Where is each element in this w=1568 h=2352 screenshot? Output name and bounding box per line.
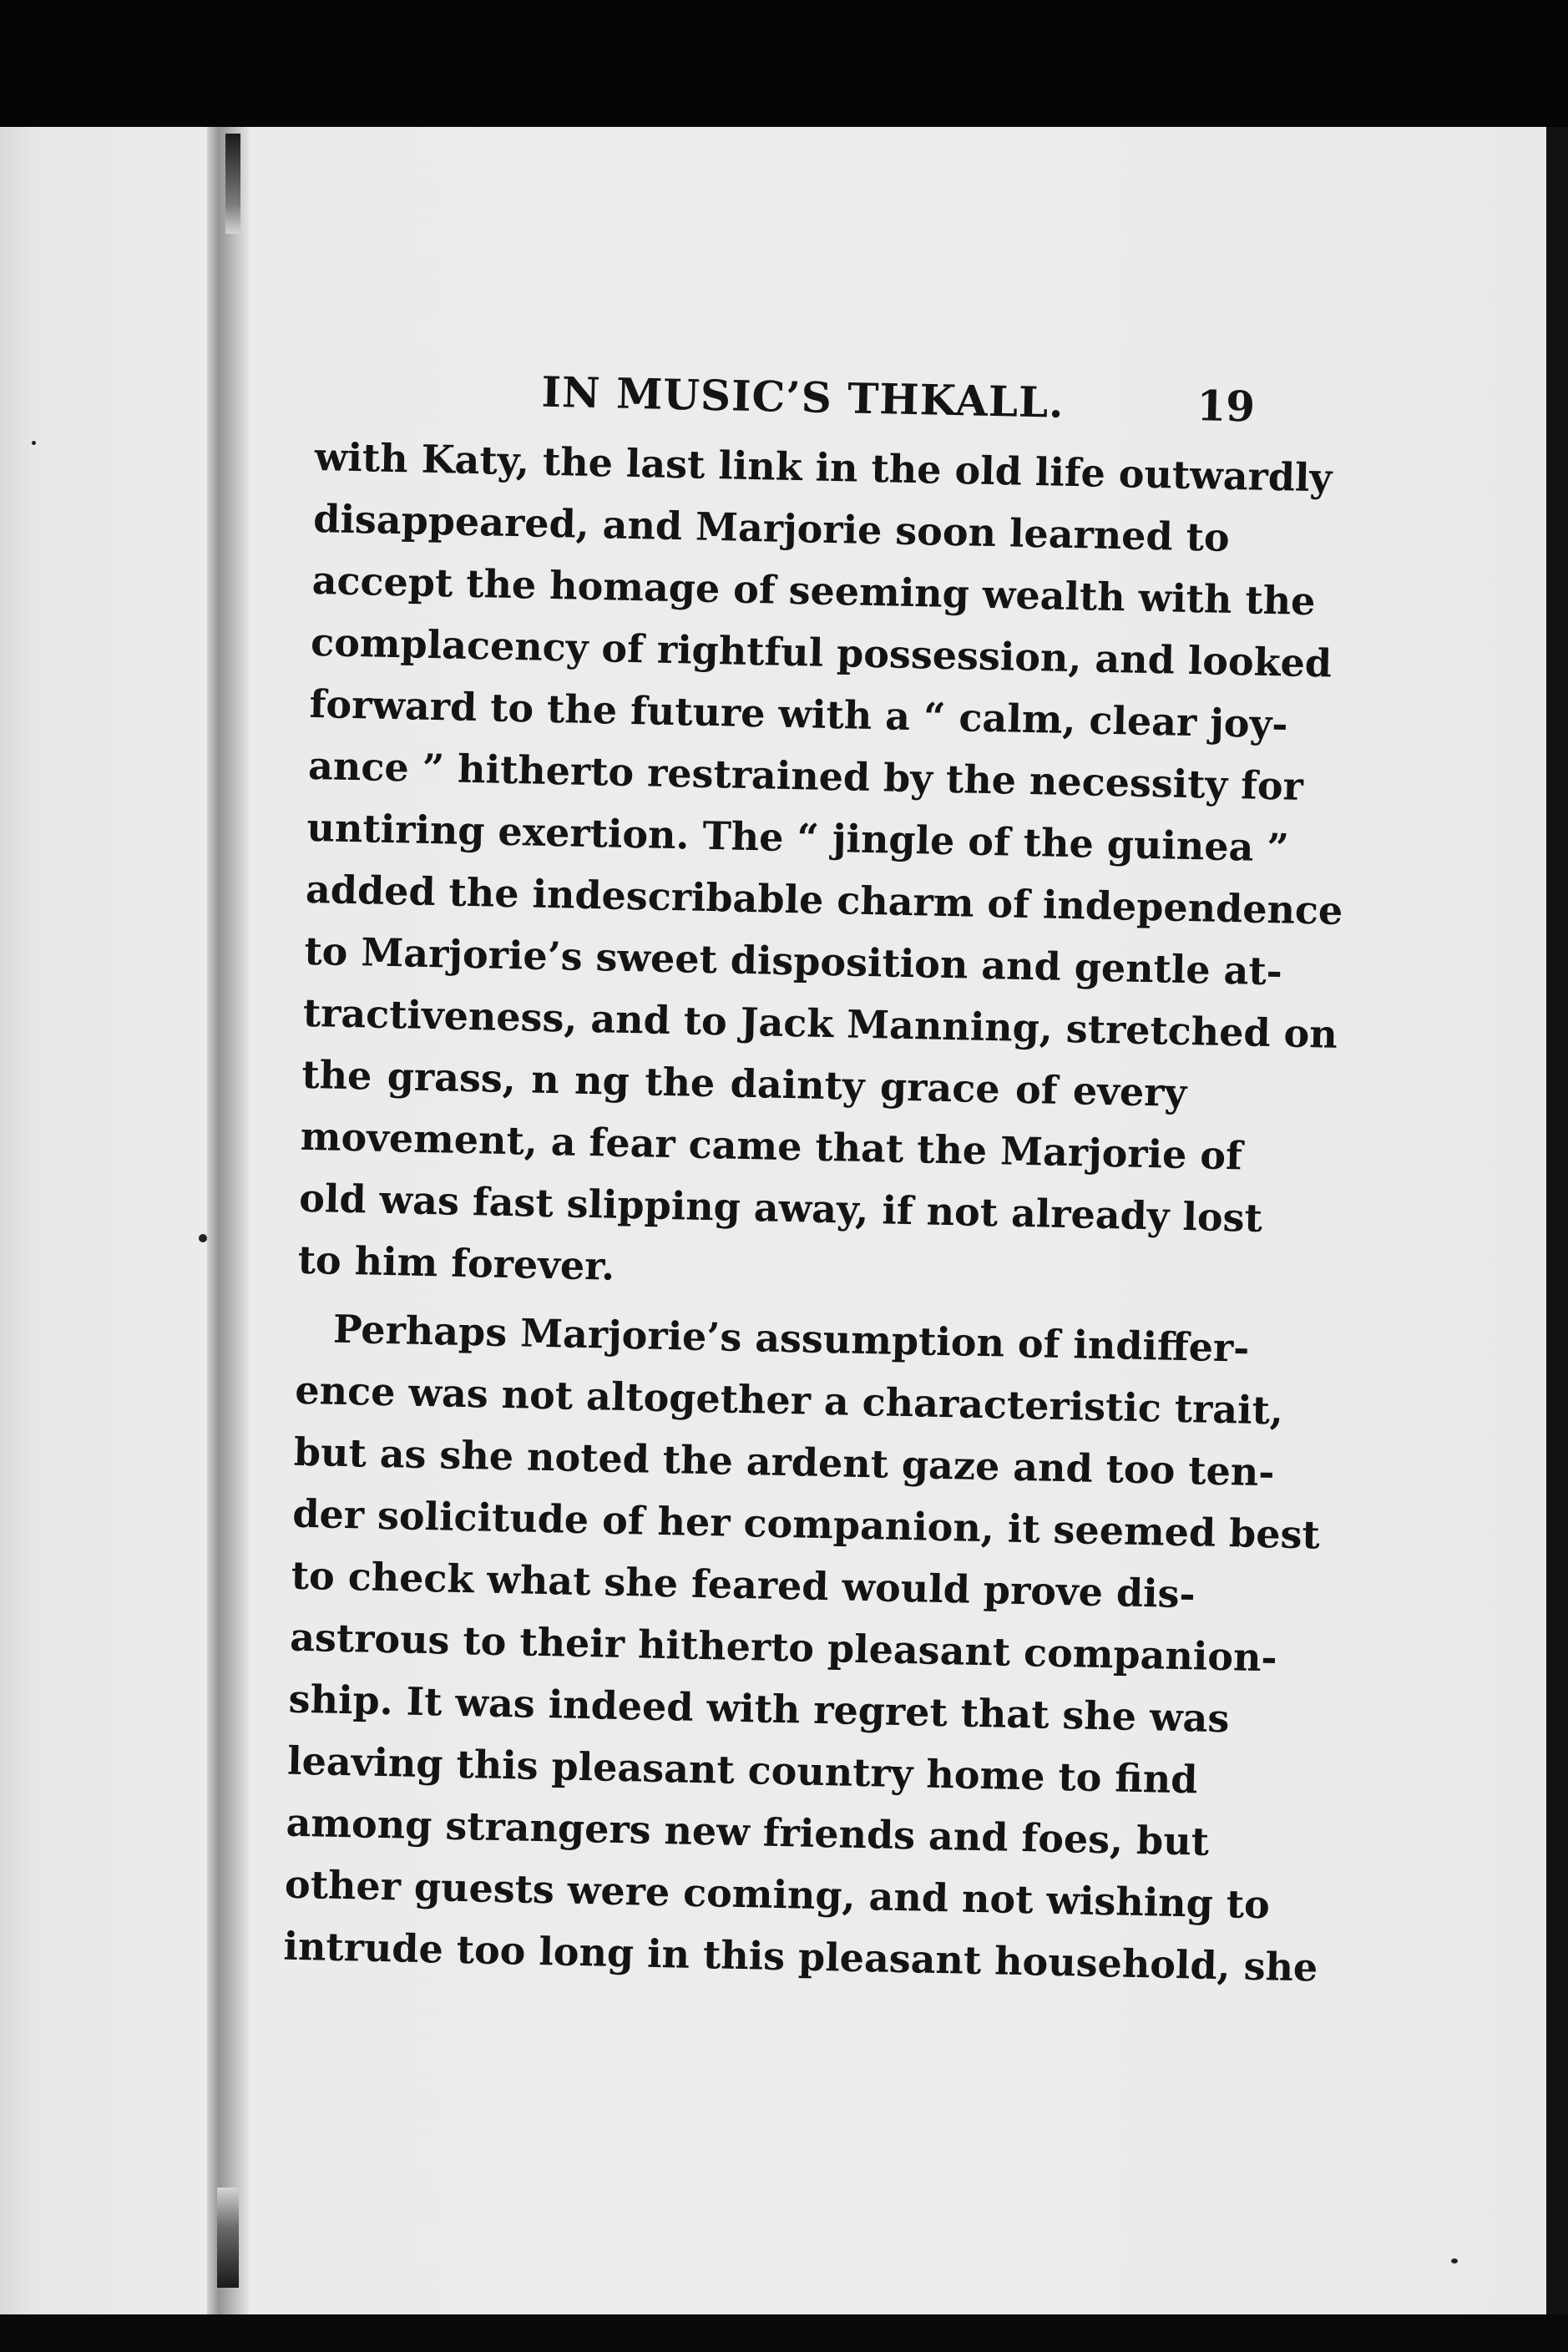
text-line: der solicitude of her companion, it seemed best — [291, 1490, 1321, 1558]
text-line: accept the homage of seeming wealth with the — [311, 557, 1316, 625]
paragraph — [297, 426, 1343, 1310]
paragraph — [282, 1297, 1321, 1996]
text-line: to check what she feared would prove dis- — [291, 1552, 1196, 1617]
text-line: tractiveness, and to Jack Manning, stretched on — [302, 989, 1338, 1057]
text-line: the grass, n ng the dainty grace of every — [301, 1051, 1187, 1115]
text-line: old was fast slipping away, if not already lost — [298, 1175, 1263, 1241]
dust-speck — [1451, 2258, 1458, 2263]
binding-shadow-bottom — [217, 2188, 239, 2288]
running-title: IN MUSIC’S THKALL. — [540, 367, 1065, 427]
text-line: ance ” hitherto restrained by the necessity for — [307, 742, 1304, 809]
running-head — [316, 334, 1256, 445]
text-line: to Marjorie’s sweet disposition and gentle at- — [303, 928, 1283, 994]
text-line: leaving this pleasant country home to find — [286, 1737, 1199, 1803]
binding-gutter — [207, 127, 249, 2314]
text-line: other guests were coming, and not wishing to — [284, 1861, 1271, 1928]
text-line: forward to the future with a “ calm, clear joy- — [309, 680, 1288, 747]
text-line: intrude too long in this pleasant household, she — [282, 1923, 1318, 1990]
page-right-edge — [1546, 127, 1568, 2314]
dust-speck — [199, 1234, 207, 1242]
binding-shadow-top — [225, 134, 240, 234]
page-text — [282, 334, 1343, 1996]
text-line: complacency of rightful possession, and looked — [310, 619, 1333, 686]
text-line: added the indescribable charm of independence — [305, 866, 1343, 933]
text-line: ship. It was indeed with regret that she was — [288, 1676, 1230, 1742]
text-line: disappeared, and Marjorie soon learned to — [312, 495, 1231, 560]
text-line: ence was not altogether a characteristic trait, — [294, 1367, 1284, 1434]
text-line: but as she noted the ardent gaze and too ten- — [293, 1429, 1275, 1495]
text-line: untiring exertion. The “ jingle of the guinea ” — [306, 804, 1290, 871]
text-line: among strangers new friends and foes, but — [286, 1799, 1210, 1864]
text-line: movement, a fear came that the Marjorie of — [300, 1113, 1243, 1179]
text-line: with Katy, the last link in the old life outwardly — [314, 433, 1333, 501]
scan-bottom-edge — [0, 2314, 1568, 2352]
page-number: 19 — [1196, 381, 1256, 432]
text-line: Perhaps Marjorie’s assumption of indiffer- — [332, 1306, 1250, 1371]
text-line: astrous to their hitherto pleasant companion- — [289, 1614, 1278, 1681]
text-line: to him forever. — [297, 1237, 615, 1289]
dust-speck — [32, 441, 36, 445]
